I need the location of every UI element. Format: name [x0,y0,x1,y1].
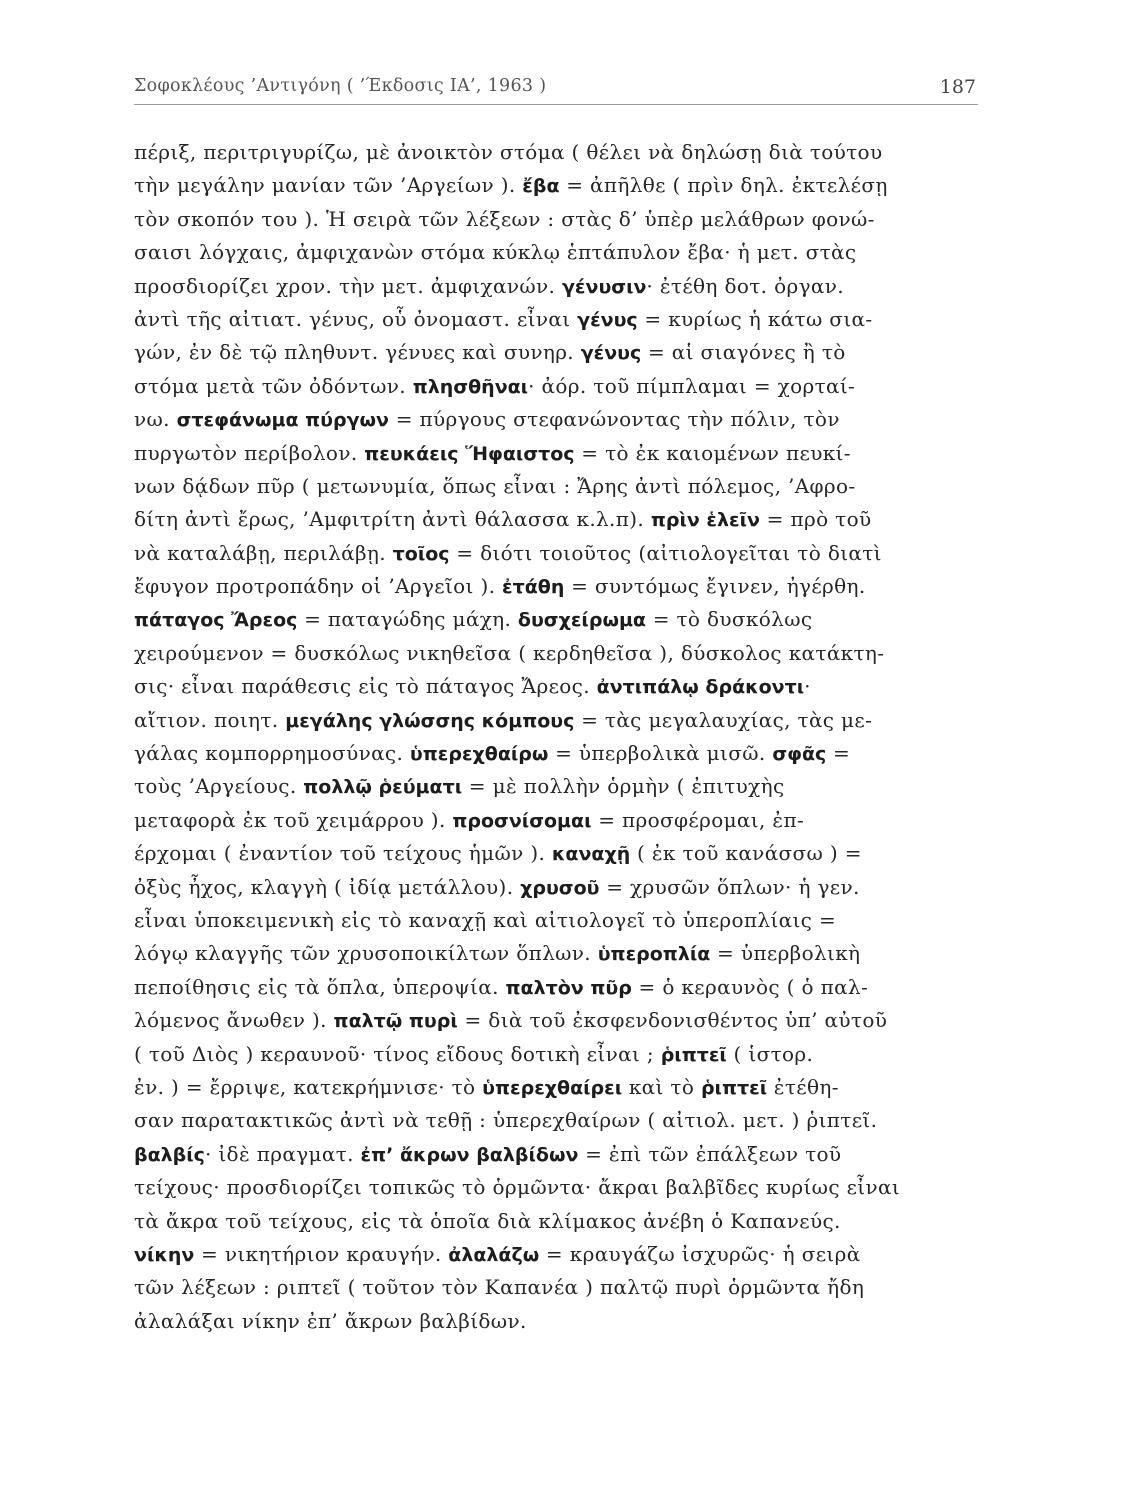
lemma-term: δυσχείρωμα [517,609,646,632]
gloss-text: ἔφυγον προτροπάδην οἱ ’Αργεῖοι ). [134,574,503,599]
lemma-term: ῥιπτεῖ [700,1076,768,1099]
text-line [134,837,984,870]
gloss-text: = τὰς μεγαλαυχίας, τὰς με- [574,707,873,732]
lemma-term: τοῖος [392,542,450,565]
gloss-text: τῶν λέξεων : ριπτεῖ ( τοῦτον τὸν Καπανέα ) παλτῷ πυρὶ ὁρμῶντα ἤδη [134,1275,865,1300]
lemma-term: νίκην [134,1243,195,1266]
lemma-term: ἔβα [522,175,560,198]
text-line [134,770,984,803]
text-line [134,270,984,303]
text-line [134,403,984,436]
text-line [134,570,984,603]
gloss-text: = συντόμως ἔγινεν, ἠγέρθη. [564,574,866,599]
text-line [134,1104,984,1137]
lemma-term: παλτὸν πῦρ [505,976,632,999]
page-number: 187 [939,76,976,98]
text-line [134,971,984,1004]
lemma-term: ὑπερεχθαίρει [482,1076,623,1099]
gloss-text: · ἰδὲ πραγματ. [204,1141,361,1166]
gloss-text: = [826,741,851,766]
gloss-text: = τὸ δυσκόλως [646,607,813,632]
lemma-term: ἐτάθη [502,576,565,599]
text-line [134,203,984,236]
gloss-text: εἶναι ὑποκειμενικὴ εἰς τὸ καναχῇ καὶ αἰτιολογεῖ τὸ ὑπεροπλίαις = [134,907,837,932]
text-line [134,1038,984,1071]
lemma-term: στεφάνωμα πύργων [176,409,389,432]
gloss-text: ἀλαλάξαι νίκην ἐπ’ ἄκρων βαλβίδων. [134,1308,527,1333]
lemma-term: πλησθῆναι [412,375,529,398]
text-line [134,603,984,636]
gloss-text: έρχομαι ( ἐναντίον τοῦ τείχους ἡμῶν ). [134,841,552,866]
gloss-text: σαισι λόγχαις, ἀμφιχανὼν στόμα κύκλῳ ἑπτάπυλον ἔβα· ἡ μετ. στὰς [134,240,857,265]
text-line [134,871,984,904]
text-line [134,1271,984,1304]
gloss-text: = κυρίως ἡ κάτω σια- [637,306,873,331]
gloss-text: γών, ἐν δὲ τῷ πληθυντ. γένυες καὶ συνηρ. [134,340,581,365]
text-line [134,1238,984,1271]
gloss-text: = κραυγάζω ἰσχυρῶς· ἡ σειρὰ [539,1241,861,1266]
gloss-text: ἐν. ) = ἔρριψε, κατεκρήμνισε· τὸ [134,1074,483,1099]
gloss-text: ( ἐκ τοῦ κανάσσω ) = [630,841,862,866]
text-line [134,470,984,503]
text-line [134,1305,984,1338]
text-line [134,937,984,970]
text-line [134,303,984,336]
text-line [134,1138,984,1171]
header-title: Σοφοκλέους ’Αντιγόνη ( ’Έκδοσις ΙΑ’, 1963 ) [134,76,547,96]
text-line [134,1171,984,1204]
gloss-text: πεποίθησις εἰς τὰ ὅπλα, ὑπεροψία. [134,974,506,999]
gloss-text: σις· εἶναι παράθεσις εἰς τὸ πάταγος Ἄρεος. [134,674,597,699]
gloss-text: νὰ καταλάβῃ, περιλάβῃ. [134,540,393,565]
text-line [134,637,984,670]
gloss-text: ὀξὺς ἦχος, κλαγγὴ ( ἰδίᾳ μετάλλου). [134,874,521,899]
lemma-term: πάταγος Ἄρεος [134,609,298,632]
lemma-term: βαλβίς [134,1143,205,1166]
gloss-text: · ἀόρ. τοῦ πίμπλαμαι = χορταί- [528,373,856,398]
gloss-text: = μὲ πολλὴν ὁρμὴν ( ἐπιτυχὴς [462,774,785,799]
text-line [134,1004,984,1037]
gloss-text: = διότι τοιοῦτος (αἰτιολογεῖται τὸ διατὶ [449,540,882,565]
lemma-term: χρυσοῦ [520,876,600,899]
lemma-term: γένυς [577,308,638,331]
gloss-text: τείχους· προσδιορίζει τοπικῶς τὸ ὁρμῶντα· ἄκραι βαλβῖδες κυρίως εἶναι [134,1175,901,1200]
text-line [134,704,984,737]
lemma-term: ἀντιπάλῳ δράκοντι [596,676,805,699]
gloss-text: λόγῳ κλαγγῆς τῶν χρυσοποικίλτων ὅπλων. [134,941,598,966]
commentary-text [134,136,984,1338]
gloss-text: · [804,674,811,699]
gloss-text: = ἐπὶ τῶν ἐπάλξεων τοῦ [578,1141,842,1166]
gloss-text: = ὁ κεραυνὸς ( ὁ παλ- [631,974,869,999]
gloss-text: = διὰ τοῦ ἐκσφενδονισθέντος ὑπ’ αὐτοῦ [457,1008,888,1033]
lemma-term: πρὶν ἑλεῖν [650,509,760,532]
gloss-text: · ἐτέθη δοτ. ὀργαν. [646,273,844,298]
text-line [134,670,984,703]
gloss-text: ( τοῦ Διὸς ) κεραυνοῦ· τίνος εἴδους δοτικὴ εἶναι ; [134,1041,661,1066]
gloss-text: τὸν σκοπόν του ). Ἡ σειρὰ τῶν λέξεων : στὰς δ’ ὑπὲρ μελάθρων φονώ- [134,206,875,231]
gloss-text: = νικητήριον κραυγήν. [194,1241,449,1266]
text-line [134,503,984,536]
running-header [134,70,978,105]
text-line [134,1071,984,1104]
lemma-term: παλτῷ πυρὶ [333,1010,458,1033]
gloss-text: χειρούμενον = δυσκόλως νικηθεῖσα ( κερδηθεῖσα ), δύσκολος κατάκτη- [134,640,885,665]
gloss-text: λόμενος ἄνωθεν ). [134,1008,334,1033]
lemma-term: πολλῷ ῥεύματι [303,776,463,799]
lemma-term: πευκάεις Ἥφαιστος [364,442,575,465]
text-line [134,804,984,837]
gloss-text: = πρὸ τοῦ [759,507,872,532]
gloss-text: καὶ τὸ [622,1074,701,1099]
text-line [134,737,984,770]
gloss-text: νων δᾴδων πῦρ ( μετωνυμία, ὅπως εἶναι : Ἄρης ἀντὶ πόλεμος, ’Αφρο- [134,473,856,498]
gloss-text: = πύργους στεφανώνοντας τὴν πόλιν, τὸν [388,407,840,432]
text-line [134,336,984,369]
lemma-term: μεγάλης γλώσσης κόμπους [285,709,575,732]
gloss-text: νω. [134,407,177,432]
gloss-text: = ἀπῆλθε ( πρὶν δηλ. ἐκτελέσῃ [559,173,888,198]
gloss-text: = ὑπερβολικὰ μισῶ. [548,741,773,766]
lemma-term: σφᾶς [772,743,827,766]
gloss-text: προσδιορίζει χρον. τὴν μετ. ἀμφιχανών. [134,273,562,298]
lemma-term: γένυσιν [561,275,647,298]
gloss-text: = χρυσῶν ὅπλων· ἡ γεν. [599,874,860,899]
gloss-text: ( ἱστορ. [726,1041,814,1066]
text-line [134,370,984,403]
text-line [134,1205,984,1238]
text-line [134,537,984,570]
gloss-text: πέριξ, περιτριγυρίζω, μὲ ἀνοικτὸν στόμα ( θέλει νὰ δηλώσῃ διὰ τούτου [134,140,883,164]
gloss-text: αἴτιον. ποιητ. [134,707,286,732]
lemma-term: ὑπερεχθαίρω [409,743,549,766]
lemma-term: γένυς [580,342,642,365]
gloss-text: = προσφέρομαι, ἐπ- [591,807,805,832]
gloss-text: μεταφορὰ ἐκ τοῦ χειμάρρου ). [134,807,453,832]
text-line [134,169,984,202]
lemma-term: ὑπεροπλία [597,943,711,966]
gloss-text: = ὑπερβολικὴ [710,941,861,966]
gloss-text: = παταγώδης μάχη. [297,607,518,632]
gloss-text: πυργωτὸν περίβολον. [134,440,365,465]
gloss-text: τὰ ἄκρα τοῦ τείχους, εἰς τὰ ὁποῖα διὰ κλίμακος ἀνέβη ὁ Καπανεύς. [134,1208,841,1233]
lemma-term: καναχῇ [551,843,631,866]
gloss-text: σαν παρατακτικῶς ἀντὶ νὰ τεθῇ : ὑπερεχθαίρων ( αἰτιολ. μετ. ) ῥιπτεῖ. [134,1108,878,1133]
lemma-term: ῥιπτεῖ [660,1043,727,1066]
gloss-text: δίτη ἀντὶ ἔρως, ’Αμφιτρίτη ἀντὶ θάλασσα κ.λ.π). [134,507,651,532]
lemma-term: προσνίσομαι [452,809,592,832]
text-line [134,437,984,470]
text-line [134,136,984,169]
lemma-term: ἀλαλάζω [448,1243,540,1266]
text-line [134,904,984,937]
gloss-text: τὴν μεγάλην μανίαν τῶν ’Αργείων ). [134,173,523,198]
gloss-text: στόμα μετὰ τῶν ὀδόντων. [134,373,413,398]
lemma-term: ἐπ’ ἄκρων βαλβίδων [360,1143,579,1166]
gloss-text: = αἱ σιαγόνες ἢ τὸ [641,340,846,365]
text-line [134,236,984,269]
gloss-text: = τὸ ἐκ καιομένων πευκί- [574,440,851,465]
gloss-text: ἐτέθη- [767,1074,839,1099]
gloss-text: γάλας κομπορρημοσύνας. [134,741,410,766]
gloss-text: ἀντὶ τῆς αἰτιατ. γένυς, οὗ ὀνομαστ. εἶναι [134,306,578,331]
gloss-text: τοὺς ’Αργείους. [134,774,304,799]
